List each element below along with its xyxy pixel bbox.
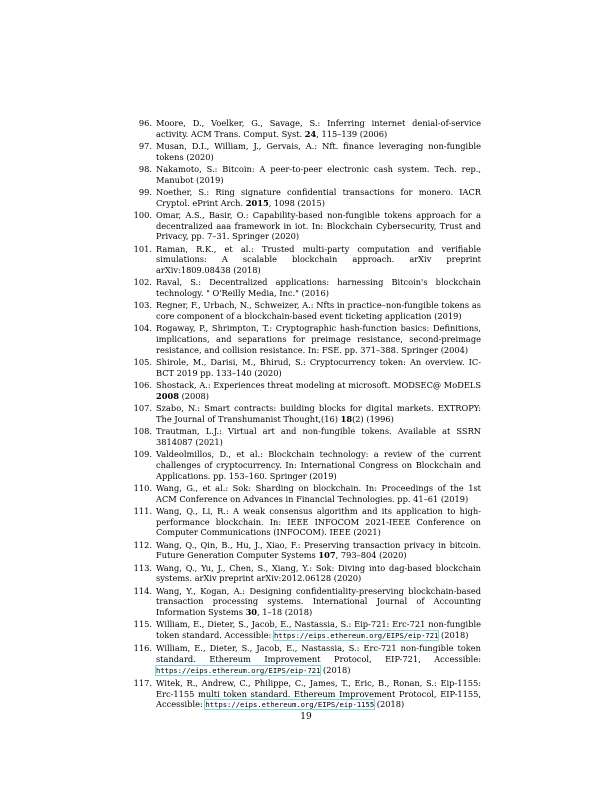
- reference-item: [133, 505, 481, 538]
- reference-text: , 1098 (2015): [268, 197, 325, 208]
- reference-number: 111.: [133, 505, 152, 516]
- reference-item: [133, 380, 481, 401]
- reference-number: 107.: [133, 403, 152, 414]
- reference-volume: 107: [318, 550, 336, 561]
- reference-text: Musan, D.I., William, J., Gervais, A.: Nft. finance leveraging non-fungible tokens (2020): [156, 141, 481, 162]
- reference-text: Noether, S.: Ring signature confidential transactions for monero. IACR Cryptol. ePrint Arch.: [156, 187, 481, 208]
- reference-text: Wang, G., et al.: Sok: Sharding on blockchain. In: Proceedings of the 1st ACM Conference on Advances in Financial Technologies. pp. 41–61 (2019): [156, 482, 481, 504]
- reference-text: , 1–18 (2018): [257, 606, 313, 617]
- reference-item: [133, 426, 481, 447]
- reference-item: [136, 118, 481, 139]
- reference-number: 114.: [133, 585, 152, 596]
- reference-item: [133, 403, 481, 424]
- reference-number: 117.: [133, 677, 152, 688]
- reference-text: Raval, S.: Decentralized applications: harnessing Bitcoin's blockchain technology. " O'Reilly Media, Inc." (2016): [156, 277, 481, 299]
- reference-item: [133, 482, 481, 504]
- reference-number: 105.: [133, 357, 152, 368]
- reference-number: 100.: [133, 210, 152, 220]
- reference-item: [133, 585, 481, 618]
- reference-volume: 2015: [245, 197, 269, 208]
- reference-text: Rogaway, P., Shrimpton, T.: Cryptographic hash-function basics: Definitions, implications, and separations for preimage resistance, second-preimage resistance, and collision resistance. In: FSE. pp. 371–388. Springer (2004): [156, 323, 481, 355]
- page-number: 19: [300, 712, 312, 722]
- reference-text: Moore, D., Voelker, G., Savage, S.: Inferring internet denial-of-service activity. ACM Trans. Comput. Syst.: [156, 118, 481, 139]
- reference-number: 106.: [133, 380, 152, 391]
- reference-item: [133, 300, 481, 322]
- reference-number: 110.: [133, 482, 152, 493]
- reference-text: , 793–804 (2020): [335, 550, 407, 561]
- reference-volume: 30: [245, 606, 258, 617]
- reference-list: [133, 118, 481, 713]
- reference-number: 104.: [133, 323, 152, 334]
- reference-text: Wang, Q., Yu, J., Chen, S., Xiang, Y.: Sok: Diving into dag-based blockchain systems. arXiv preprint arXiv:2012.06128 (2020): [156, 562, 481, 584]
- reference-item: [136, 141, 481, 162]
- reference-number: 103.: [133, 300, 152, 311]
- reference-number: 115.: [133, 619, 152, 630]
- reference-url-link[interactable]: https://eips.ethereum.org/EIPS/eip-721: [156, 665, 321, 675]
- reference-text: , 115–139 (2006): [316, 128, 388, 139]
- reference-item: [133, 562, 481, 584]
- reference-text: (2018): [320, 664, 351, 675]
- reference-item: [133, 539, 481, 561]
- reference-number: 97.: [138, 141, 152, 151]
- reference-text: Wang, Y., Kogan, A.: Designing confidentiality-preserving blockchain-based transaction processing systems. International Journal of Accounting Information Systems: [156, 585, 481, 617]
- reference-number: 108.: [133, 426, 152, 437]
- reference-text: Witek, R., Andrew, C., Philippe, C., James, T., Eric, B., Ronan, S.: Eip-1155: Erc-1155 multi token standard. Ethereum Improvement Protocol, EIP-1155, Accessible:: [156, 677, 481, 710]
- reference-volume: 24: [304, 128, 317, 139]
- reference-number: 101.: [133, 243, 152, 254]
- reference-text: (2018): [374, 699, 405, 710]
- reference-text: Wang, Q., Li, R.: A weak consensus algorithm and its application to high-performance blockchain. In: IEEE INFOCOM 2021-IEEE Conference on Computer Communications (INFOCOM). IEEE (2021): [156, 505, 481, 538]
- reference-text: Raman, R.K., et al.: Trusted multi-party computation and verifiable simulations: A scalable blockchain approach. arXiv preprint arXiv:1809.08438 (2018): [156, 243, 481, 276]
- reference-item: [133, 210, 481, 242]
- reference-volume: 2008: [156, 390, 179, 401]
- reference-url-link[interactable]: https://eips.ethereum.org/EIPS/eip-1155: [205, 700, 375, 710]
- reference-text: Regner, F., Urbach, N., Schweizer, A.: Nfts in practice–non-fungible tokens as core component of a blockchain-based event ticketing application (2019): [156, 300, 481, 322]
- reference-item: [133, 357, 481, 378]
- reference-item: [136, 164, 481, 185]
- reference-number: 102.: [133, 277, 152, 288]
- reference-text: William, E., Dieter, S., Jacob, E., Nastassia, S.: Erc-721 non-fungible token standard. Ethereum Improvement Protocol, EIP-721, Accessible:: [156, 643, 481, 664]
- reference-item: [133, 643, 481, 676]
- reference-number: 113.: [133, 562, 152, 573]
- reference-number: 98.: [138, 164, 152, 174]
- reference-text: (2) (1996): [352, 413, 394, 424]
- reference-item: [133, 619, 481, 641]
- reference-item: [136, 187, 481, 208]
- reference-text: (2008): [178, 390, 210, 401]
- reference-text: Nakamoto, S.: Bitcoin: A peer-to-peer electronic cash system. Tech. rep., Manubot (2019): [156, 164, 481, 185]
- reference-text: Shostack, A.: Experiences threat modeling at microsoft. MODSEC@ MoDELS: [156, 380, 481, 391]
- reference-item: [133, 277, 481, 299]
- reference-text: Szabo, N.: Smart contracts: building blocks for digital markets. EXTROPY: The Journal of Transhumanist Thought,(16): [156, 403, 481, 424]
- reference-number: 109.: [133, 449, 152, 460]
- reference-item: [133, 449, 481, 481]
- reference-text: Shirole, M., Darisi, M., Bhirud, S.: Cryptocurrency token: An overview. IC-BCT 2019 pp. 133–140 (2020): [156, 357, 481, 378]
- reference-item: [133, 243, 481, 276]
- reference-number: 96.: [138, 118, 152, 128]
- reference-text: Trautman, L.J.: Virtual art and non-fungible tokens. Available at SSRN 3814087 (2021): [156, 426, 481, 447]
- reference-text: Wang, Q., Qin, B., Hu, J., Xiao, F.: Preserving transaction privacy in bitcoin. Future Generation Computer Systems: [156, 539, 481, 561]
- reference-url-link[interactable]: https://eips.ethereum.org/EIPS/eip-721: [273, 630, 439, 640]
- reference-item: [133, 323, 481, 355]
- reference-number: 99.: [138, 187, 152, 197]
- reference-number: 112.: [133, 539, 152, 550]
- reference-volume: 18: [340, 413, 353, 424]
- reference-text: (2018): [438, 629, 469, 640]
- reference-number: 116.: [133, 643, 152, 654]
- reference-item: [133, 677, 481, 711]
- reference-text: Omar, A.S., Basir, O.: Capability-based non-fungible tokens approach for a decentralized aaa framework in iot. In: Blockchain Cybersecurity, Trust and Privacy, pp. 7–31. Springer (2020): [156, 210, 481, 242]
- reference-text: William, E., Dieter, S., Jacob, E., Nastassia, S.: Eip-721: Erc-721 non-fungible token standard. Accessible:: [156, 619, 481, 640]
- reference-text: Valdeolmillos, D., et al.: Blockchain technology: a review of the current challenges of cryptocurrency. In: International Congress on Blockchain and Applications. pp. 153–160. Springer (2019): [156, 449, 481, 481]
